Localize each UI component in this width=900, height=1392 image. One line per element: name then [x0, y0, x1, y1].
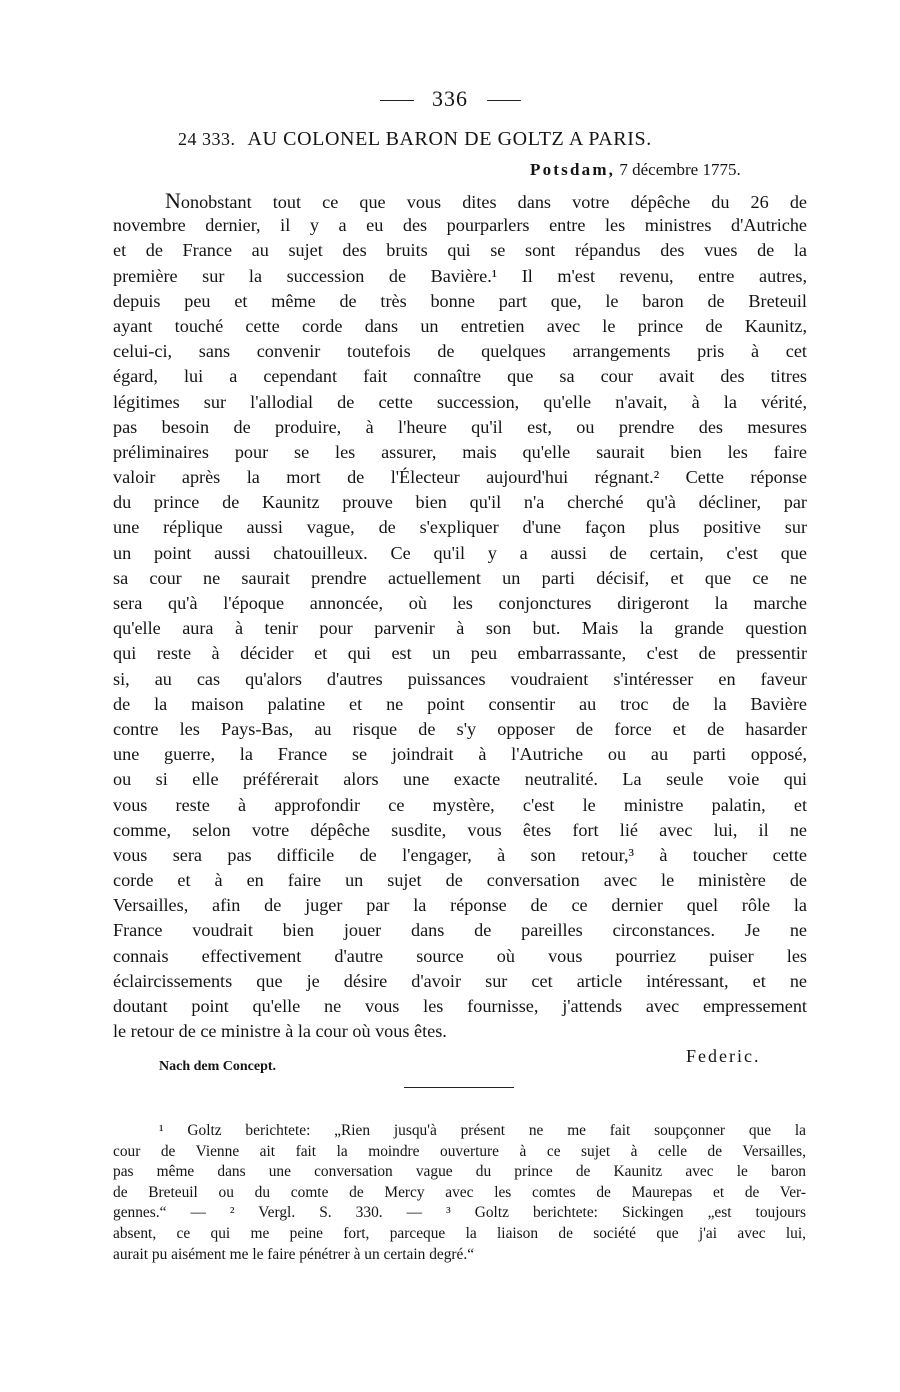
letter-line-text: depuis peu et même de très bonne part que, le baron de Breteuil — [113, 290, 807, 311]
footnotes — [113, 1121, 806, 1265]
letter-line — [113, 918, 807, 943]
footnote-line: absent, ce qui me peine fort, parceque la liaison de société que j'ai avec lui, — [113, 1224, 806, 1242]
letter-line-text: première sur la succession de Bavière.¹ Il m'est revenu, entre autres, — [113, 265, 807, 286]
letter-line — [113, 641, 807, 666]
letter-line — [113, 767, 807, 792]
letter-line-text: qui reste à décider et qui est un peu embarrassante, c'est de pressentir — [113, 643, 807, 664]
letter-line-text: pas besoin de produire, à l'heure qu'il est, ou prendre des mesures — [113, 416, 807, 437]
letter-line-text: corde et à en faire un sujet de conversation avec le ministère de — [113, 870, 807, 891]
letter-body — [113, 188, 807, 1044]
letter-line — [113, 490, 807, 515]
letter-line — [113, 415, 807, 440]
letter-line — [113, 314, 807, 339]
footnote-line: de Breteuil ou du comte de Mercy avec les comtes de Maurepas et de Ver- — [113, 1183, 806, 1201]
letter-line — [113, 515, 807, 540]
letter-line-text: connais effectivement d'autre source où vous pourriez puiser les — [113, 945, 807, 966]
letter-line — [113, 1019, 807, 1044]
letter-number: 24 333. — [178, 129, 236, 149]
letter-title: AU COLONEL BARON DE GOLTZ A PARIS. — [247, 128, 652, 150]
letter-line — [113, 793, 807, 818]
letter-line — [113, 994, 807, 1019]
drop-cap: N — [165, 188, 181, 213]
letter-line — [113, 591, 807, 616]
letter-line — [113, 969, 807, 994]
letter-line-text: qu'elle aura à tenir pour parvenir à son but. Mais la grande question — [113, 618, 807, 639]
header-dash-left — [380, 100, 414, 101]
letter-line-text: doutant point qu'elle ne vous les fournisse, j'attends avec empressement — [113, 996, 807, 1016]
letter-line — [113, 364, 807, 389]
letter-heading — [178, 128, 818, 151]
letter-line — [113, 717, 807, 742]
letter-date: 7 décembre 1775. — [619, 160, 741, 179]
letter-place: Potsdam, — [530, 160, 616, 179]
letter-line — [113, 238, 807, 263]
letter-line — [113, 339, 807, 364]
letter-line-text: un point aussi chatouilleux. Ce qu'il y a aussi de certain, c'est que — [113, 542, 807, 563]
letter-line — [113, 667, 807, 692]
footnote-line: pas même dans une conversation vague du prince de Kaunitz avec le baron — [113, 1163, 806, 1181]
signature: Federic. — [686, 1046, 761, 1066]
letter-line-text: celui-ci, sans convenir toutefois de quelques arrangements pris à cet — [113, 341, 807, 362]
letter-line-text: une guerre, la France se joindrait à l'Autriche ou au parti opposé, — [113, 744, 807, 765]
letter-line — [113, 692, 807, 717]
letter-line-text: légitimes sur l'allodial de cette succession, qu'elle n'avait, à la vérité, — [113, 391, 807, 412]
letter-line — [113, 818, 807, 843]
letter-dateline — [530, 160, 741, 180]
letter-line-text: et de France au sujet des bruits qui se sont répandus des vues de la — [113, 240, 807, 261]
letter-line — [113, 541, 807, 566]
letter-line — [113, 616, 807, 641]
letter-line-text: Versailles, afin de juger par la réponse de ce dernier quel rôle la — [113, 895, 807, 916]
letter-line-text: vous reste à approfondir ce mystère, c'est le ministre palatin, et — [113, 794, 807, 815]
letter-line — [113, 944, 807, 969]
letter-line-text: ou si elle préférerait alors une exacte neutralité. La seule voie qui — [113, 769, 807, 790]
letter-line-text: une réplique aussi vague, de s'expliquer d'une façon plus positive sur — [113, 517, 807, 538]
letter-line-text: contre les Pays-Bas, au risque de s'y opposer de force et de hasarder — [113, 718, 807, 739]
letter-line-text: France voudrait bien jouer dans de pareilles circonstances. Je ne — [113, 920, 807, 941]
letter-line — [113, 465, 807, 490]
letter-line-text: le retour de ce ministre à la cour où vous êtes. — [113, 1021, 447, 1042]
page-number-header — [0, 86, 900, 112]
letter-line — [113, 742, 807, 767]
footnote-line: cour de Vienne ait fait la moindre ouverture à ce sujet à celle de Versailles, — [113, 1142, 806, 1160]
letter-line-text: de la maison palatine et ne point consentir au troc de la Bavière — [113, 693, 807, 714]
page-number: 336 — [432, 86, 468, 111]
letter-line-text: ayant touché cette corde dans un entretien avec le prince de Kaunitz, — [113, 315, 807, 336]
letter-line — [113, 566, 807, 591]
letter-line-text: vous sera pas difficile de l'engager, à son retour,³ à toucher cette — [113, 844, 807, 865]
letter-line-text: comme, selon votre dépêche susdite, vous êtes fort lié avec lui, il ne — [113, 819, 807, 840]
footnote-line: ¹ Goltz berichtete: „Rien jusqu'à présent ne me fait soupçonner que la — [159, 1122, 806, 1139]
letter-line-text: sera qu'à l'époque annoncée, où les conjonctures dirigeront la marche — [113, 593, 807, 613]
footnote-separator — [404, 1087, 514, 1088]
footnote-line: gennes.“ — ² Vergl. S. 330. — ³ Goltz berichtete: Sickingen „est toujours — [113, 1204, 806, 1222]
letter-line — [113, 893, 807, 918]
letter-line — [113, 390, 807, 415]
letter-line-text: valoir après la mort de l'Électeur aujourd'hui régnant.² Cette réponse — [113, 467, 807, 488]
letter-line-text: du prince de Kaunitz prouve bien qu'il n'a cherché qu'à décliner, par — [113, 492, 807, 513]
letter-line-text: égard, lui a cependant fait connaître que sa cour avait des titres — [113, 366, 807, 387]
letter-line — [113, 843, 807, 868]
letter-line — [113, 289, 807, 314]
letter-line-text: préliminaires pour se les assurer, mais qu'elle saurait bien les faire — [113, 441, 807, 462]
letter-line — [113, 868, 807, 893]
letter-line-text: novembre dernier, il y a eu des pourparlers entre les ministres d'Autriche — [113, 215, 807, 236]
letter-line — [113, 188, 807, 213]
source-note: Nach dem Concept. — [159, 1059, 277, 1074]
letter-line-text: sa cour ne saurait prendre actuellement un parti décisif, et que ce ne — [113, 567, 807, 588]
footnote-line: aurait pu aisément me le faire pénétrer à un certain degré.“ — [113, 1245, 475, 1263]
letter-line-text: onobstant tout ce que vous dites dans votre dépêche du 26 de — [180, 192, 807, 212]
letter-line-text: si, au cas qu'alors d'autres puissances voudraient s'intéresser en faveur — [113, 668, 807, 689]
letter-line — [113, 440, 807, 465]
letter-line — [113, 213, 807, 238]
header-dash-right — [487, 100, 521, 101]
letter-line-text: éclaircissements que je désire d'avoir sur cet article intéressant, et ne — [113, 970, 807, 991]
letter-line — [113, 264, 807, 289]
